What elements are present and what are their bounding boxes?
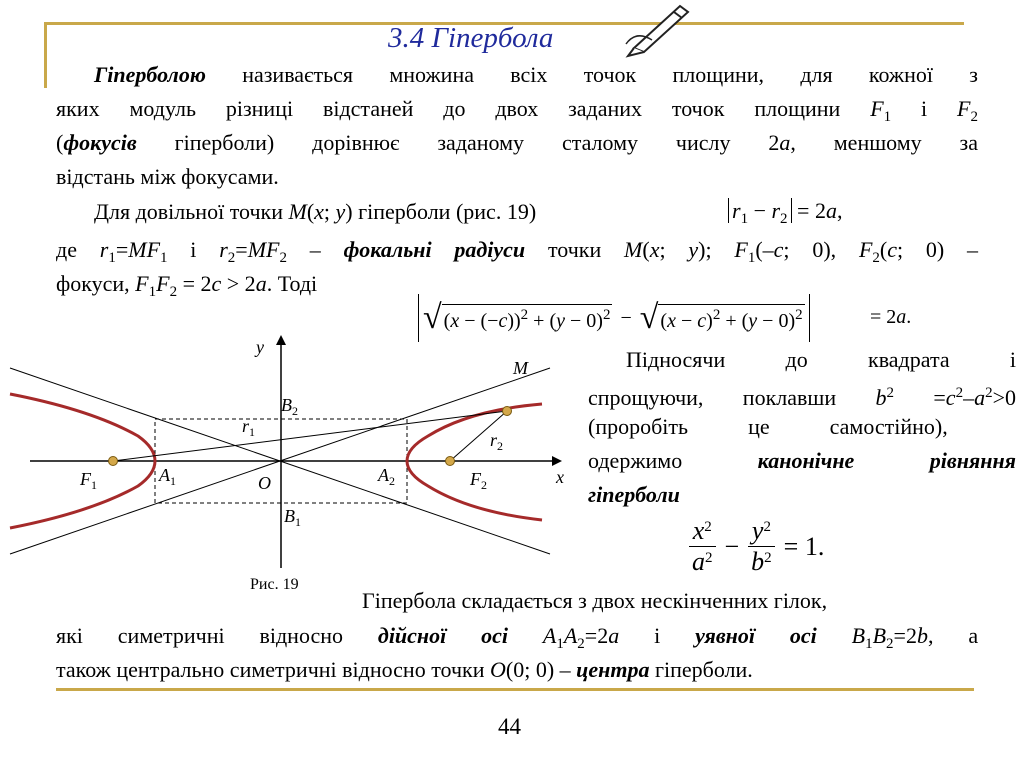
- svg-text:B1: $B_1$: [284, 506, 301, 529]
- figure-hyperbola: [0, 330, 580, 610]
- paragraph3-line2: які симетричні відносно дійсної осі $A_1A_2=2a$ і уявної осі $B_1B_2=2b$, а: [56, 623, 979, 652]
- page-title: 3.4 Гіпербола: [388, 22, 554, 54]
- side-line3: (проробіть це самостійно),: [588, 414, 948, 439]
- term-hyperbola: Гіперболою: [94, 62, 206, 87]
- label-r1: r: [242, 416, 250, 436]
- page-number: 44: [498, 714, 521, 739]
- formula-r1-r2: $r_1 - r_2 = 2a$,: [728, 198, 842, 228]
- side-line2: спрощуючи, поклавши $b^2 =c^2-a^2>0$: [588, 385, 1016, 410]
- label-f1: F: [80, 469, 91, 489]
- frame-left-line: [44, 22, 47, 88]
- label-a1: A: [159, 465, 170, 485]
- label-y: y: [256, 337, 264, 357]
- focus-f1-point: [109, 457, 118, 466]
- label-b2: B: [281, 395, 292, 415]
- paragraph2-line1: Для довільної точки M(x; y) гіперболи (рис. 19): [94, 199, 537, 224]
- x-axis-arrow: [552, 456, 562, 466]
- y-axis-arrow: [276, 335, 286, 345]
- svg-text:B2: $B_2$: [281, 395, 298, 418]
- canonical-equation: $x^2$ $a^2$ − $\frac{y^2}{b^2}$ = 1.: [688, 516, 824, 577]
- label-x: x: [556, 467, 564, 487]
- paragraph1-line1: Гіперболою називається множина всіх точок площини, для кожної з: [94, 62, 978, 87]
- svg-text:F2: $F_2$: [470, 469, 487, 492]
- svg-text:A1: $A_1$: [159, 465, 176, 488]
- paragraph1-line3: (фокусів гіперболи) дорівнює заданому сталому числу 2a, меншому за: [56, 130, 979, 155]
- paragraph3-line1: Гіпербола складається з двох нескінченних гілок,: [362, 588, 828, 613]
- svg-text:r2: $r_2$: [490, 430, 504, 453]
- figure-caption: Рис. 19: [250, 576, 299, 593]
- label-o: O: [258, 473, 271, 493]
- label-a2: A: [378, 465, 389, 485]
- label-m: M: [513, 358, 528, 378]
- formula-distance-rhs: = 2a.: [870, 306, 912, 328]
- svg-text:r1: $r_1$: [242, 416, 256, 439]
- point-m: [503, 407, 512, 416]
- svg-text:F1: $F_1$: [80, 469, 97, 492]
- label-f2: F: [470, 469, 481, 489]
- paragraph1-line4: відстань між фокусами.: [56, 164, 279, 189]
- paragraph2-line3: фокуси, $F_1F_2 = 2c > 2a$. Тоді: [56, 271, 318, 300]
- focal-radius-r2: [450, 411, 507, 461]
- svg-text:A2: $A_2$: [378, 465, 395, 488]
- paragraph1-line2: яких модуль різниці відстаней до двох заданих точок площини $F_1$ і $F_2$: [56, 96, 978, 125]
- side-line4: одержимо канонічне рівняння: [588, 448, 1016, 473]
- paragraph3-line3: також центрально симетричні відносно точки O(0; 0) – центра гіперболи.: [56, 657, 753, 682]
- frame-bottom-line: [56, 688, 974, 691]
- focus-f2-point: [446, 457, 455, 466]
- label-b1: B: [284, 506, 295, 526]
- pen-icon: [622, 0, 694, 58]
- label-r2: r: [490, 430, 498, 450]
- side-line5: гіперболи: [588, 482, 680, 507]
- paragraph2-line2: де $r_1=MF_1$ і $r_2=MF_2$ – фокальні радіуси точки M(x; y); $F_1(-c$; 0), $F_2(c$; 0) –: [56, 237, 979, 266]
- side-line1: Підносячи до квадрата і: [626, 347, 1016, 372]
- formula-distance: √ $(x - (-c))^2 + (y - 0)^2$ − √ $(x - c)^2 + (y - 0)^2$: [418, 294, 810, 342]
